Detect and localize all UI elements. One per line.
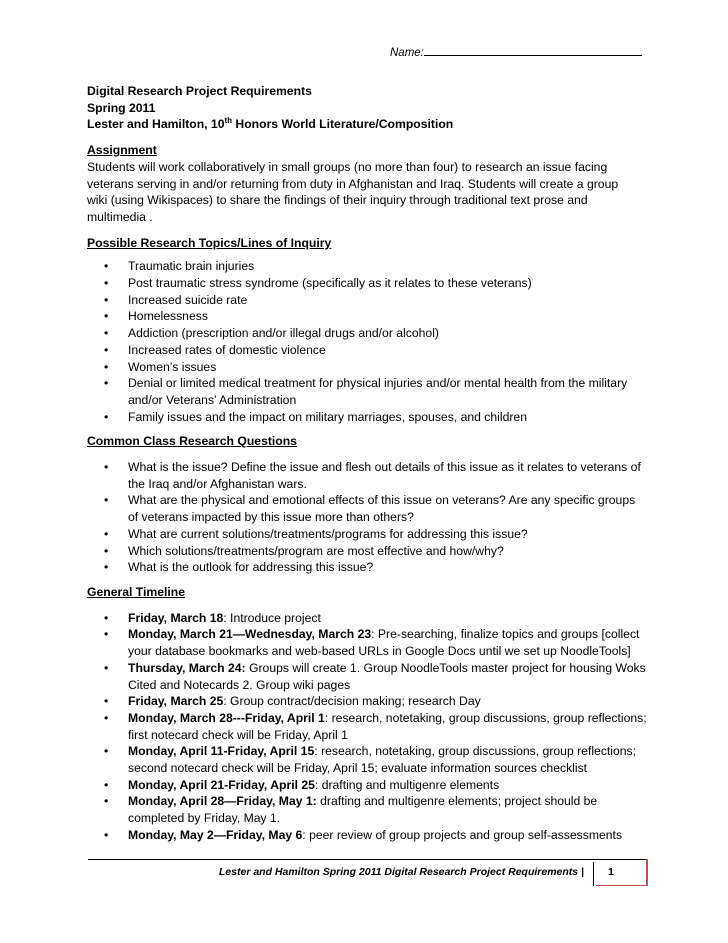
topic-item: • Denial or limited medical treatment for physical injuries and/or mental health from the military <box>104 376 628 391</box>
assignment-line: wiki (using Wikispaces) to share the findings of their inquiry through traditional text prose and <box>87 193 588 208</box>
topic-item-continuation: and/or Veterans’ Administration <box>128 392 297 407</box>
page-number-box <box>596 859 648 886</box>
timeline-item: • Friday, March 18: Introduce project <box>104 610 321 625</box>
question-item: • What are current solutions/treatments/programs for addressing this issue? <box>104 526 528 541</box>
topic-item: • Increased suicide rate <box>104 292 248 307</box>
course-sup: th <box>224 116 233 126</box>
assignment-line: multimedia . <box>87 209 153 224</box>
doc-course <box>87 116 647 133</box>
questions-heading: Common Class Research Questions <box>87 434 297 449</box>
topic-item: • Post traumatic stress syndrome (specifically as it relates to these veterans) <box>104 276 532 291</box>
assignment-line: Students will work collaboratively in small groups (no more than four) to research an issue facing <box>87 159 608 174</box>
timeline-item: • Thursday, March 24: Groups will create 1. Group NoodleTools master project for housing Woks <box>104 660 646 675</box>
questions-list <box>87 459 647 576</box>
course-prefix: Lester and Hamilton, 10 <box>87 117 225 132</box>
timeline-item: • Monday, March 21—Wednesday, March 23: Pre-searching, finalize topics and groups [collect <box>104 627 640 642</box>
timeline-item: • Monday, April 21-Friday, April 25: drafting and multigenre elements <box>104 777 500 792</box>
footer-separator <box>593 862 594 886</box>
topic-item: • Traumatic brain injuries <box>104 259 255 274</box>
assignment-heading: Assignment <box>87 143 157 158</box>
topic-item: • Homelessness <box>104 309 208 324</box>
question-item-continuation: of veterans impacted by this issue more than others? <box>128 510 414 525</box>
timeline-item-continuation: second notecard check will be Friday, April 15; evaluate information sources checklist <box>128 761 588 776</box>
page-number: 1 <box>608 866 614 878</box>
topic-item: • Women’s issues <box>104 359 217 374</box>
timeline-item: • Monday, April 11-Friday, April 15: research, notetaking, group discussions, group reflections; <box>104 744 637 759</box>
topic-item: • Addiction (prescription and/or illegal drugs and/or alcohol) <box>104 326 439 341</box>
timeline-item: • Monday, April 28—Friday, May 1: drafting and multigenre elements; project should be <box>104 794 598 809</box>
timeline-item-continuation: completed by Friday, May 1. <box>128 811 281 826</box>
question-item-continuation: the Iraq and/or Afghanistan wars. <box>128 476 307 491</box>
timeline-item-continuation: first notecard check will be Friday, April 1 <box>128 727 348 742</box>
topics-heading: Possible Research Topics/Lines of Inquiry <box>87 235 332 250</box>
timeline-item-continuation: your database bookmarks and web-based URLs in Google Docs until we set up NoodleTools] <box>128 644 631 659</box>
timeline-item-continuation: Cited and Notecards 2. Group wiki pages <box>128 677 351 692</box>
question-item: • What is the outlook for addressing this issue? <box>104 560 374 575</box>
timeline-heading: General Timeline <box>87 584 185 599</box>
doc-title: Digital Research Project Requirements <box>87 84 312 98</box>
timeline-item: • Friday, March 25: Group contract/decision making; research Day <box>104 694 481 709</box>
question-item: • Which solutions/treatments/program are most effective and how/why? <box>104 543 504 558</box>
timeline-list <box>87 610 647 844</box>
question-item: • What are the physical and emotional effects of this issue on veterans? Are any specific groups <box>104 493 636 508</box>
topics-list <box>87 258 647 425</box>
timeline-item: • Monday, May 2—Friday, May 6: peer review of group projects and group self-assessments <box>104 827 623 842</box>
assignment-line: veterans serving in and/or returning from duty in Afghanistan and Iraq. Students will create a group <box>87 176 619 191</box>
document-body <box>87 83 647 844</box>
footer-rule <box>88 859 648 860</box>
name-field-line <box>390 44 642 59</box>
course-suffix: Honors World Literature/Composition <box>232 117 454 132</box>
timeline-item: • Monday, March 28---Friday, April 1: research, notetaking, group discussions, group reflections; <box>104 710 647 725</box>
question-item: • What is the issue? Define the issue and flesh out details of this issue as it relates to veterans of <box>104 460 641 475</box>
name-blank <box>424 44 642 56</box>
name-label: Name: <box>390 47 424 59</box>
topic-item: • Increased rates of domestic violence <box>104 342 326 357</box>
doc-term: Spring 2011 <box>87 100 156 115</box>
topic-item: • Family issues and the impact on military marriages, spouses, and children <box>104 409 527 424</box>
footer-text: Lester and Hamilton Spring 2011 Digital Research Project Requirements | <box>218 866 584 878</box>
